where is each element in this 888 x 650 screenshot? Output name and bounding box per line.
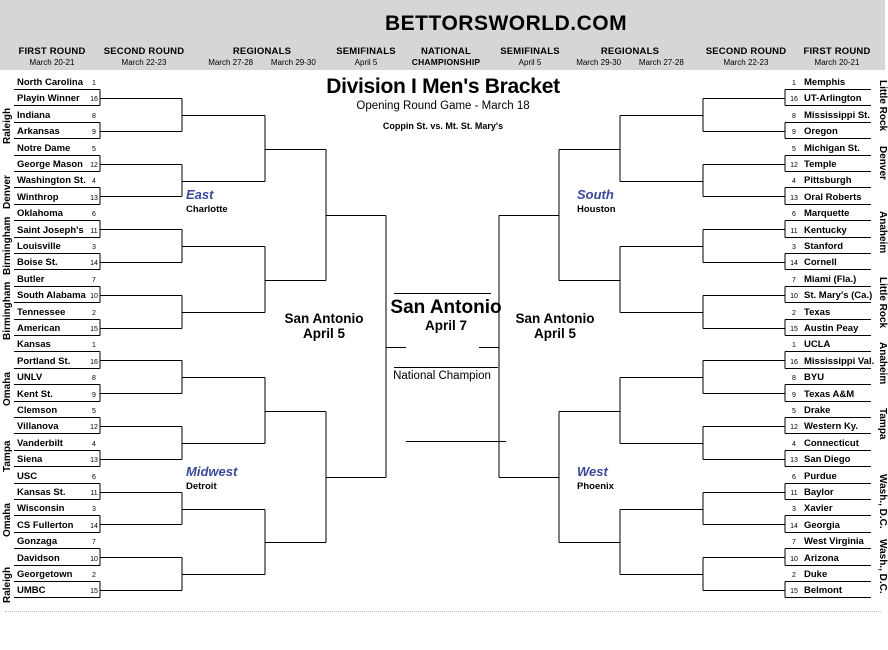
team-seed: 10 — [790, 292, 798, 300]
team-name: Mississippi St. — [804, 109, 870, 121]
header-semifinals-left: SEMIFINALS April 5 — [336, 46, 396, 67]
team-seed: 13 — [90, 456, 98, 464]
team-name: UT-Arlington — [804, 92, 862, 104]
team-seed: 5 — [792, 407, 796, 415]
team-name: Washington St. — [17, 174, 86, 186]
team-seed: 8 — [92, 112, 96, 120]
team-seed: 4 — [792, 177, 796, 185]
team-seed: 4 — [92, 440, 96, 448]
team-seed: 1 — [92, 79, 96, 87]
semifinal-right-city: San Antonio — [515, 311, 595, 326]
team-name: Vanderbilt — [17, 437, 63, 449]
team-name: Michigan St. — [804, 142, 860, 154]
team-seed: 16 — [790, 358, 798, 366]
host-city-label: Omaha — [2, 503, 13, 538]
team-name: Kent St. — [17, 388, 53, 400]
team-seed: 5 — [792, 145, 796, 153]
host-city-label: Birmingham — [2, 282, 13, 341]
host-city-label: Raleigh — [2, 566, 13, 603]
final-game — [386, 297, 506, 334]
header-national-championship: NATIONAL CHAMPIONSHIP — [411, 46, 481, 67]
team-name: West Virginia — [804, 535, 864, 547]
team-name: Winthrop — [17, 191, 59, 203]
team-name: Clemson — [17, 404, 58, 416]
team-name: Butler — [17, 273, 45, 285]
team-name: Boise St. — [17, 256, 58, 268]
team-name: Xavier — [804, 502, 833, 514]
team-seed: 12 — [90, 423, 98, 431]
team-seed: 6 — [92, 473, 96, 481]
site-title: BETTORSWORLD.COM — [385, 12, 628, 35]
team-seed: 3 — [792, 243, 796, 251]
team-name: North Carolina — [17, 76, 83, 88]
team-seed: 2 — [92, 309, 96, 317]
team-name: USC — [17, 470, 38, 482]
host-city-label: Denver — [877, 145, 888, 180]
team-seed: 8 — [792, 374, 796, 382]
team-seed: 8 — [792, 112, 796, 120]
team-name: Stanford — [804, 240, 844, 252]
team-name: Georgetown — [17, 568, 73, 580]
team-seed: 1 — [792, 79, 796, 87]
team-seed: 6 — [92, 210, 96, 218]
team-name: Marquette — [804, 207, 850, 219]
team-seed: 1 — [792, 341, 796, 349]
team-name: Gonzaga — [17, 535, 58, 547]
host-city-label: Wash., D.C. — [877, 539, 888, 594]
semifinal-right-date: April 5 — [533, 326, 576, 341]
team-name: American — [17, 322, 61, 334]
team-seed: 13 — [790, 194, 798, 202]
team-seed: 5 — [92, 145, 96, 153]
opening-round-game: Coppin St. vs. Mt. St. Mary's — [382, 121, 504, 131]
national-champion-label: National Champion — [393, 370, 491, 382]
team-name: South Alabama — [17, 289, 86, 301]
team-seed: 16 — [790, 95, 798, 103]
host-city-label: Birmingham — [2, 216, 13, 275]
team-name: San Diego — [804, 453, 851, 465]
team-name: Kansas — [17, 338, 51, 350]
team-name: Playin Winner — [17, 92, 80, 104]
team-name: Miami (Fla.) — [804, 273, 857, 285]
header-first-round-left: FIRST ROUND March 20-21 — [18, 46, 86, 67]
header-second-round-right: SECOND ROUND March 22-23 — [705, 46, 787, 67]
team-name: Davidson — [17, 552, 60, 564]
team-name: Tennessee — [17, 306, 66, 318]
host-city-label: Raleigh — [2, 107, 13, 144]
team-seed: 9 — [92, 128, 96, 136]
region-name-midwest: Midwest — [186, 464, 238, 479]
host-city-label: Anaheim — [877, 342, 888, 385]
region-name-south: South — [577, 187, 614, 202]
team-seed: 7 — [92, 538, 96, 546]
team-seed: 8 — [92, 374, 96, 382]
final-city: San Antonio — [390, 297, 502, 318]
team-name: UCLA — [804, 338, 831, 350]
region-site-east: Charlotte — [186, 204, 228, 215]
host-city-label: Anaheim — [877, 211, 888, 254]
team-name: Austin Peay — [804, 322, 859, 334]
team-name: Louisville — [17, 240, 61, 252]
team-seed: 3 — [792, 505, 796, 513]
footer-divider — [5, 611, 881, 612]
team-name: Temple — [804, 158, 837, 170]
header-regionals-right: REGIONALS March 29-30 March 27-28 — [576, 46, 684, 67]
team-seed: 14 — [90, 259, 98, 267]
team-seed: 4 — [92, 177, 96, 185]
team-seed: 15 — [790, 587, 798, 595]
team-name: George Mason — [17, 158, 83, 170]
team-seed: 10 — [90, 292, 98, 300]
team-seed: 15 — [90, 325, 98, 333]
team-name: Texas — [804, 306, 831, 318]
team-name: Siena — [17, 453, 43, 465]
team-name: Arkansas — [17, 125, 60, 137]
team-seed: 14 — [790, 259, 798, 267]
host-city-label: Tampa — [2, 440, 13, 472]
host-city-label: Denver — [2, 175, 13, 210]
team-seed: 3 — [92, 243, 96, 251]
region-site-south: Houston — [577, 204, 616, 215]
team-name: UMBC — [17, 584, 46, 596]
host-city-label: Little Rock — [877, 276, 888, 328]
team-seed: 10 — [790, 555, 798, 563]
header-semifinals-right: SEMIFINALS April 5 — [500, 46, 560, 67]
team-seed: 16 — [90, 95, 98, 103]
semifinal-left-date: April 5 — [302, 326, 345, 341]
team-seed: 13 — [790, 456, 798, 464]
host-city-label: Tampa — [877, 408, 888, 440]
team-name: Georgia — [804, 519, 840, 531]
team-seed: 11 — [790, 489, 798, 497]
bracket-title: Division I Men's Bracket — [326, 75, 560, 98]
opening-round-subtitle: Opening Round Game - March 18 — [356, 100, 530, 112]
semifinal-left-city: San Antonio — [284, 311, 364, 326]
final-date: April 7 — [424, 318, 467, 333]
team-seed: 13 — [90, 194, 98, 202]
team-seed: 9 — [92, 391, 96, 399]
team-name: St. Mary's (Ca.) — [804, 289, 873, 301]
team-seed: 11 — [790, 227, 798, 235]
team-name: Mississippi Val. — [804, 355, 875, 367]
team-name: UNLV — [17, 371, 43, 383]
region-site-west: Phoenix — [577, 481, 614, 492]
host-city-label: Omaha — [2, 372, 13, 406]
team-seed: 7 — [792, 276, 796, 284]
team-name: Villanova — [17, 420, 59, 432]
team-name: Baylor — [804, 486, 834, 498]
team-name: Texas A&M — [804, 388, 855, 400]
team-name: Oral Roberts — [804, 191, 862, 203]
team-seed: 2 — [792, 309, 796, 317]
team-name: Indiana — [17, 109, 51, 121]
team-name: Drake — [804, 404, 831, 416]
host-city-label: Little Rock — [877, 80, 888, 132]
region-name-west: West — [577, 464, 608, 479]
team-seed: 7 — [92, 276, 96, 284]
region-name-east: East — [186, 187, 214, 202]
team-seed: 6 — [792, 473, 796, 481]
team-seed: 4 — [792, 440, 796, 448]
team-name: Oklahoma — [17, 207, 63, 219]
team-seed: 11 — [90, 227, 98, 235]
team-name: Saint Joseph's — [17, 224, 84, 236]
team-name: Wisconsin — [17, 502, 65, 514]
team-name: Oregon — [804, 125, 838, 137]
team-seed: 11 — [90, 489, 98, 497]
semifinal-left — [272, 311, 376, 341]
team-name: Belmont — [804, 584, 842, 596]
team-seed: 7 — [792, 538, 796, 546]
team-name: Pittsburgh — [804, 174, 852, 186]
header-first-round-right: FIRST ROUND March 20-21 — [803, 46, 871, 67]
team-name: Portland St. — [17, 355, 71, 367]
team-name: Memphis — [804, 76, 846, 88]
team-name: Purdue — [804, 470, 837, 482]
team-seed: 1 — [92, 341, 96, 349]
team-seed: 14 — [790, 522, 798, 530]
team-seed: 15 — [90, 587, 98, 595]
region-site-midwest: Detroit — [186, 481, 217, 492]
team-seed: 6 — [792, 210, 796, 218]
team-seed: 14 — [90, 522, 98, 530]
team-name: CS Fullerton — [17, 519, 74, 531]
semifinal-right — [503, 311, 607, 341]
team-seed: 10 — [90, 555, 98, 563]
header-second-round-left: SECOND ROUND March 22-23 — [103, 46, 185, 67]
team-seed: 9 — [792, 128, 796, 136]
team-name: Notre Dame — [17, 142, 71, 154]
team-seed: 3 — [92, 505, 96, 513]
header-regionals-left: REGIONALS March 27-28 March 29-30 — [208, 46, 316, 67]
team-name: Western Ky. — [804, 420, 859, 432]
team-name: Duke — [804, 568, 828, 580]
team-name: Kansas St. — [17, 486, 66, 498]
team-name: Connecticut — [804, 437, 859, 449]
team-name: Kentucky — [804, 224, 847, 236]
team-seed: 2 — [92, 571, 96, 579]
team-name: Arizona — [804, 552, 839, 564]
team-seed: 15 — [790, 325, 798, 333]
team-seed: 2 — [792, 571, 796, 579]
team-seed: 12 — [790, 423, 798, 431]
team-seed: 9 — [792, 391, 796, 399]
host-city-label: Wash., D.C. — [877, 473, 888, 529]
team-seed: 5 — [92, 407, 96, 415]
team-seed: 16 — [90, 358, 98, 366]
team-name: Cornell — [804, 256, 837, 268]
team-seed: 12 — [90, 161, 98, 169]
team-name: BYU — [804, 371, 825, 383]
team-seed: 12 — [790, 161, 798, 169]
